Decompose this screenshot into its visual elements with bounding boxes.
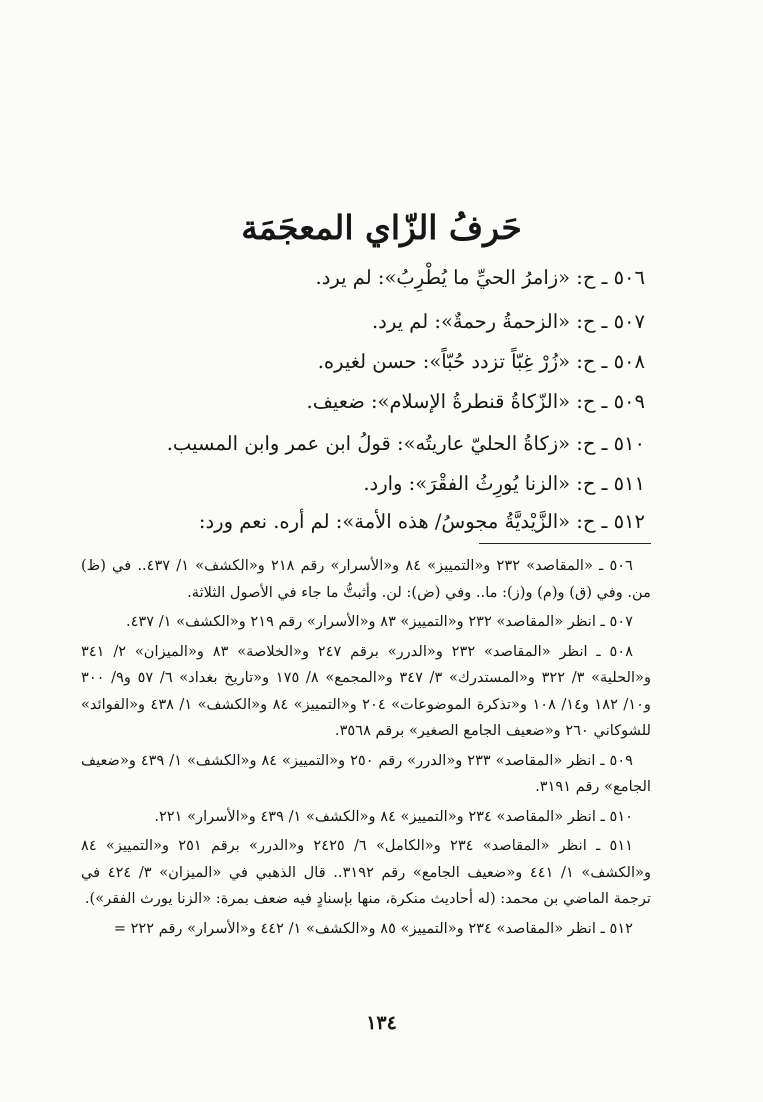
entry-506: ٥٠٦ ـ ح: «زامرُ الحيِّ ما يُطْرِبُ»: لم يرد. xyxy=(315,266,645,289)
footnotes xyxy=(81,553,651,945)
entry-509: ٥٠٩ ـ ح: «الزّكاةُ قنطرةُ الإسلام»: ضعيف. xyxy=(306,390,645,413)
entry-507: ٥٠٧ ـ ح: «الزحمةُ رحمةٌ»: لم يرد. xyxy=(371,310,645,333)
chapter-heading: حَرفُ الزّاي المعجَمَة xyxy=(241,208,522,247)
footnote-506: ٥٠٦ ـ «المقاصد» ٢٣٢ و«التمييز» ٨٤ و«الأسرار» رقم ٢١٨ و«الكشف» ١/ ٤٣٧.. في (ظ) من. وفي (ق) و(م) و(ز): ما.. وفي (ض): لن. وأثبتُّ ما جاء في الأصول الثلاثة. xyxy=(81,557,651,601)
page-number: ١٣٤ xyxy=(366,1012,397,1034)
footnote-510: ٥١٠ ـ انظر «المقاصد» ٢٣٤ و«التمييز» ٨٤ و«الكشف» ١/ ٤٣٩ و«الأسرار» ٢٢١. xyxy=(154,807,633,825)
footnote-512: ٥١٢ ـ انظر «المقاصد» ٢٣٤ و«التمييز» ٨٥ و«الكشف» ١/ ٤٤٢ و«الأسرار» رقم ٢٢٢ = xyxy=(113,919,633,937)
footnote-507: ٥٠٧ ـ انظر «المقاصد» ٢٣٢ و«التمييز» ٨٣ و«الأسرار» رقم ٢١٩ و«الكشف» ١/ ٤٣٧. xyxy=(125,613,633,630)
footnote-508: ٥٠٨ ـ انظر «المقاصد» ٢٣٢ و«الدرر» برقم ٢٤٧ و«الخلاصة» ٨٣ و«الميزان» ٢/ ٣٤١ و«الحلية» ٣/ ٣٢٢ و«المستدرك» ٣/ ٣٤٧ و«المجمع» ٨/ ١٧٥ و«تاريخ بغداد» ٦/ ٥٧ و٩/ ٣٠٠ و١٠/ ١٨٢ و١٤/ ١٠٨ و«تذكرة الموضوعات» ٢٠٤ و«التمييز» ٨٤ و«الكشف» ١/ ٤٣٨ و«الفوائد» للشوكاني ٢٦٠ و«ضعيف الجامع الصغير» برقم ٣٥٦٨. xyxy=(81,642,651,739)
entry-508: ٥٠٨ ـ ح: «زُرْ غِبّاً تزدد حُبّاً»: حسن لغيره. xyxy=(317,350,645,373)
footnote-509: ٥٠٩ ـ انظر «المقاصد» ٢٣٣ و«الدرر» رقم ٢٥٠ و«التمييز» ٨٤ و«الكشف» ١/ ٤٣٩ و«ضعيف الجامع» رقم ٣١٩١. xyxy=(81,751,651,795)
entry-512: ٥١٢ ـ ح: «الزَّيْديَّةُ مجوسُ/ هذه الأمة»: لم أره. نعم ورد: xyxy=(198,510,645,533)
footnote-divider xyxy=(479,543,651,544)
entry-510: ٥١٠ ـ ح: «زكاةُ الحليّ عاريتُه»: قولُ ابن عمر وابن المسيب. xyxy=(166,432,645,455)
footnote-511: ٥١١ ـ انظر «المقاصد» ٢٣٤ و«الكامل» ٦/ ٢٤٢٥ و«الدرر» برقم ٢٥١ و«التمييز» ٨٤ و«الكشف» ١/ ٤٤١ و«ضعيف الجامع» رقم ٣١٩٢.. قال الذهبي في «الميزان» ٣/ ٤٢٤ في ترجمة الماضي بن محمد: (له أحاديث منكرة، منها بإسنادٍ فيه ضعف بمرة: «الزنا يورث الفقر»). xyxy=(81,837,651,907)
entry-511: ٥١١ ـ ح: «الزنا يُورِثُ الفقْرَ»: وارد. xyxy=(363,472,645,495)
